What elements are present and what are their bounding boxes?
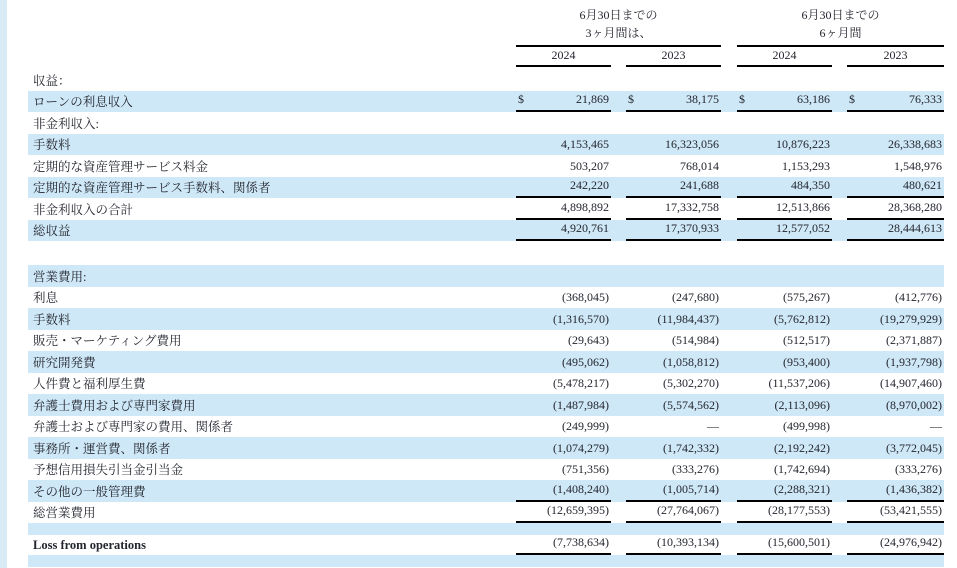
value-text: (5,302,270) — [663, 376, 719, 390]
row-label: 弁護士および専門家の費用、関係者 — [33, 420, 234, 435]
value-cell — [737, 535, 832, 555]
value-text: (368,045) — [562, 290, 609, 304]
value-cell — [847, 373, 944, 395]
value-text: 484,350 — [791, 178, 830, 192]
table-row — [28, 351, 944, 373]
table-row — [28, 480, 944, 502]
value-cell — [516, 416, 611, 438]
value-text: 21,869 — [576, 92, 609, 106]
table-row — [28, 502, 944, 524]
row-label: 利息 — [33, 291, 59, 306]
value-cell — [847, 134, 944, 156]
value-text: 17,332,758 — [665, 199, 719, 214]
value-text: (8,970,002) — [886, 397, 942, 412]
value-text: (5,478,217) — [553, 376, 609, 390]
value-text: 26,338,683 — [888, 137, 942, 151]
row-label: 事務所・運営費、関係者 — [33, 441, 171, 456]
row-label: 弁護士費用および専門家費用 — [33, 398, 196, 413]
spacer-row — [28, 555, 944, 567]
value-text: 241,688 — [680, 178, 719, 192]
value-cell — [516, 155, 611, 177]
value-text: (575,267) — [783, 290, 830, 304]
value-text: (24,976,942) — [880, 535, 942, 549]
value-cell — [626, 480, 721, 502]
value-cell — [626, 198, 721, 220]
value-text: 12,513,866 — [776, 199, 830, 214]
value-cell — [516, 220, 611, 242]
value-cell — [516, 373, 611, 395]
table-body — [28, 69, 944, 567]
value-cell — [626, 177, 721, 199]
value-cell — [626, 416, 721, 438]
value-cell — [516, 134, 611, 156]
value-text: 1,153,293 — [782, 158, 830, 173]
period-header-line1: 6月30日までの — [579, 8, 658, 22]
table-row — [28, 198, 944, 220]
value-cell — [626, 351, 721, 373]
row-label: 総収益 — [33, 224, 71, 239]
value-text: (1,074,279) — [553, 440, 609, 455]
value-text: 76,333 — [909, 92, 942, 106]
period-header-line1: 6月30日までの — [801, 8, 880, 22]
value-text: (751,356) — [562, 462, 609, 476]
row-label: 収益： — [33, 73, 71, 88]
value-text: (953,400) — [783, 354, 830, 369]
value-cell — [626, 220, 721, 242]
value-cell — [516, 480, 611, 502]
value-text: (1,742,694) — [774, 462, 830, 476]
value-text: (1,408,240) — [553, 481, 609, 496]
value-text: (1,436,382) — [886, 481, 942, 496]
value-text: — — [707, 419, 719, 433]
value-text: 768,014 — [680, 158, 719, 173]
value-cell — [737, 177, 832, 199]
value-cell — [847, 394, 944, 416]
value-cell — [626, 91, 721, 113]
value-text: (3,772,045) — [886, 440, 942, 455]
value-cell — [626, 535, 721, 555]
row-label: ローンの利息収入 — [33, 95, 133, 110]
table-row — [28, 437, 944, 459]
value-cell — [737, 416, 832, 438]
row-label: 定期的な資産管理サービス手数料、関係者 — [33, 181, 271, 196]
year-header: 2023 — [626, 47, 721, 67]
value-text: (27,764,067) — [657, 503, 719, 517]
value-cell — [516, 330, 611, 352]
row-label: 定期的な資産管理サービス料金 — [33, 159, 209, 174]
value-cell — [847, 416, 944, 438]
value-text: (10,393,134) — [657, 535, 719, 549]
table-row — [28, 69, 944, 91]
value-text: 28,444,613 — [888, 221, 942, 235]
value-cell — [737, 91, 832, 113]
row-label: 予想信用損失引当金引当金 — [33, 463, 184, 478]
value-text: (495,062) — [562, 354, 609, 369]
value-text: (12,659,395) — [547, 503, 609, 517]
row-label: 手数料 — [33, 312, 71, 327]
table-row — [28, 91, 944, 113]
value-cell — [737, 198, 832, 220]
value-cell — [847, 91, 944, 113]
value-cell — [737, 502, 832, 524]
row-label: 総営業費用 — [33, 506, 96, 521]
value-text: (247,680) — [672, 290, 719, 304]
value-text: (499,998) — [783, 419, 830, 433]
value-cell — [847, 459, 944, 481]
table-row — [28, 373, 944, 395]
dollar-sign: $ — [518, 92, 524, 106]
value-text: (1,005,714) — [663, 481, 719, 496]
value-text: (2,113,096) — [774, 397, 830, 412]
value-text: (29,643) — [568, 333, 609, 347]
value-text: 12,577,052 — [776, 221, 830, 235]
value-text: 242,220 — [570, 178, 609, 192]
value-cell — [847, 177, 944, 199]
value-text: 4,920,761 — [561, 221, 609, 235]
period-header-row — [28, 6, 944, 47]
table-row — [28, 112, 944, 134]
value-cell — [516, 459, 611, 481]
table-row — [28, 220, 944, 242]
table-row — [28, 330, 944, 352]
value-text: (1,742,332) — [663, 440, 719, 455]
value-cell — [516, 177, 611, 199]
value-text: (1,937,798) — [886, 354, 942, 369]
value-cell — [737, 373, 832, 395]
value-cell — [847, 480, 944, 502]
value-cell — [626, 437, 721, 459]
value-cell — [516, 308, 611, 330]
value-cell — [626, 308, 721, 330]
value-cell — [737, 287, 832, 309]
value-text: (11,537,206) — [768, 376, 830, 390]
value-text: (2,371,887) — [886, 333, 942, 347]
value-cell — [626, 330, 721, 352]
value-cell — [626, 134, 721, 156]
row-label: 研究開発費 — [33, 355, 96, 370]
value-text: 4,153,465 — [561, 137, 609, 151]
value-cell — [737, 308, 832, 330]
spacer-row — [28, 523, 944, 535]
value-cell — [737, 351, 832, 373]
value-text: (2,192,242) — [774, 440, 830, 455]
page-left-margin-stripe — [0, 0, 7, 568]
value-cell — [737, 330, 832, 352]
value-text: (1,316,570) — [553, 311, 609, 326]
value-cell — [737, 437, 832, 459]
value-cell — [626, 155, 721, 177]
value-cell — [516, 394, 611, 416]
value-text: — — [930, 419, 942, 433]
row-label: その他の一般管理費 — [33, 484, 146, 499]
row-label: 手数料 — [33, 138, 71, 153]
value-text: 1,548,976 — [894, 158, 942, 173]
value-text: 38,175 — [686, 92, 719, 106]
value-cell — [737, 155, 832, 177]
value-cell — [626, 459, 721, 481]
value-cell — [847, 351, 944, 373]
dollar-sign: $ — [849, 92, 855, 106]
value-text: 10,876,223 — [776, 137, 830, 151]
value-text: (19,279,929) — [880, 311, 942, 326]
table-row — [28, 308, 944, 330]
value-cell — [516, 502, 611, 524]
value-cell — [516, 535, 611, 555]
value-text: 4,898,892 — [561, 199, 609, 214]
row-label: Loss from operations — [33, 537, 146, 552]
table-row — [28, 416, 944, 438]
value-text: (1,487,984) — [553, 397, 609, 412]
row-label: 販売・マーケティング費用 — [33, 334, 182, 349]
table-row — [28, 394, 944, 416]
value-cell — [516, 351, 611, 373]
value-text: 503,207 — [570, 158, 609, 173]
value-cell — [847, 502, 944, 524]
year-header-row — [28, 47, 944, 67]
dollar-sign: $ — [628, 92, 634, 106]
value-text: 17,370,933 — [665, 221, 719, 235]
value-text: (1,058,812) — [663, 354, 719, 369]
row-label: 人件費と福利厚生費 — [33, 377, 146, 392]
dollar-sign: $ — [739, 92, 745, 106]
value-cell — [737, 220, 832, 242]
row-label: 非金利収入: — [33, 116, 99, 131]
value-cell — [737, 394, 832, 416]
period-header-three-months — [516, 6, 721, 47]
value-text: (7,738,634) — [553, 535, 609, 549]
value-cell — [626, 287, 721, 309]
value-text: (2,288,321) — [774, 481, 830, 496]
value-text: (333,276) — [672, 462, 719, 476]
value-cell — [737, 480, 832, 502]
year-header: 2024 — [737, 47, 832, 67]
value-cell — [847, 155, 944, 177]
value-text: 63,186 — [797, 92, 830, 106]
value-text: (412,776) — [895, 290, 942, 304]
value-text: (333,276) — [895, 462, 942, 476]
value-text: (14,907,460) — [880, 376, 942, 390]
value-cell — [847, 287, 944, 309]
value-cell — [737, 459, 832, 481]
value-text: 16,323,056 — [665, 137, 719, 151]
value-cell — [847, 535, 944, 555]
value-text: (53,421,555) — [880, 503, 942, 517]
period-header-line2: 6ヶ月間 — [819, 26, 862, 40]
value-cell — [516, 198, 611, 220]
table-row — [28, 155, 944, 177]
table-row — [28, 287, 944, 309]
value-cell — [516, 91, 611, 113]
value-cell — [516, 437, 611, 459]
value-cell — [516, 287, 611, 309]
value-cell — [626, 502, 721, 524]
period-header-six-months — [737, 6, 944, 47]
year-header: 2024 — [516, 47, 611, 67]
value-cell — [847, 198, 944, 220]
value-cell — [847, 330, 944, 352]
value-cell — [847, 220, 944, 242]
value-text: (15,600,501) — [768, 535, 830, 549]
period-header-line2: 3ヶ月間は、 — [585, 26, 652, 40]
income-statement-table — [28, 6, 944, 567]
table-row — [28, 459, 944, 481]
year-header: 2023 — [847, 47, 944, 67]
value-cell — [847, 308, 944, 330]
value-text: (5,762,812) — [774, 311, 830, 326]
value-text: (249,999) — [562, 419, 609, 433]
value-cell — [626, 373, 721, 395]
value-text: 480,621 — [903, 178, 942, 192]
value-text: (512,517) — [783, 333, 830, 347]
value-text: (5,574,562) — [663, 397, 719, 412]
table-row — [28, 134, 944, 156]
row-label: 営業費用: — [33, 269, 87, 284]
table-row — [28, 535, 944, 555]
table-row — [28, 265, 944, 287]
value-cell — [626, 394, 721, 416]
value-cell — [847, 437, 944, 459]
value-text: (514,984) — [672, 333, 719, 347]
table-row — [28, 177, 944, 199]
spacer-row — [28, 241, 944, 265]
value-text: (28,177,553) — [768, 503, 830, 517]
value-text: 28,368,280 — [888, 199, 942, 214]
value-text: (11,984,437) — [657, 311, 719, 326]
row-label: 非金利収入の合計 — [33, 202, 134, 217]
value-cell — [737, 134, 832, 156]
